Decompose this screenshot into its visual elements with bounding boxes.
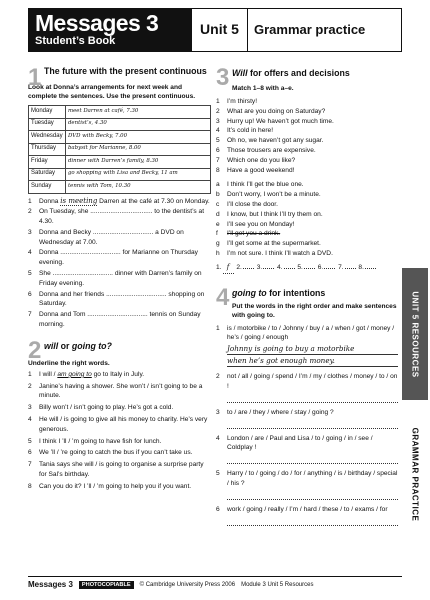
underlined-answer: am going to (57, 370, 92, 378)
question-1-7: 7 Donna and Tom ................................. tennis on Sunday morning. (28, 311, 201, 329)
question-2-1: 1 I will / am going to go to Italy in July. (28, 370, 145, 378)
instructions: Put the words in the right order and make sentences with going to. (232, 302, 397, 319)
question-2-2: 2 Janine’s having a shower. She won’t / isn’t going to be a minute. (28, 382, 203, 400)
question-1-3: 3 Donna and Becky ................................. a DVD on Wednesday at 7.00. (28, 228, 184, 246)
example-answer: is meeting (60, 196, 98, 205)
section-2-items (28, 370, 211, 492)
question-2-3: 3 Billy won’t / isn’t going to play. He’s got a cold. (28, 404, 174, 412)
question-1-2: 2 On Tuesday, she .................................. to the dentist’s at 4.30. (28, 208, 205, 226)
section-number: 4 (216, 283, 230, 311)
section-number: 2 (28, 336, 42, 364)
question-2-6: 6 We ’ll / ’re going to catch the bus if you can’t take us. (28, 449, 193, 457)
answer-key-line: 1. f 2. 3. 4. 5. 6. 7. 8. (216, 263, 398, 274)
section-number: 3 (216, 64, 230, 91)
section-number: 1 (28, 64, 42, 91)
answers-a-h: a I think I’ll get the blue one. b Don’t worry, I won’t be a minute. c I’ll close the door. d I know, but I think I’ll try them on. e I’ll see you on Monday! f I’ll get you a drink. g I’ll get some at the supermarket. h I’m not sure. I think I’ll watch a DVD. (216, 180, 398, 258)
answer-line[interactable] (227, 489, 398, 500)
struck-answer: I’ll get you a drink. (227, 230, 281, 238)
section-4-items: 1 is / motorbike / to / Johnny / buy / a / when / got / money / he’s / going / enough Johnny is going to buy a motorbike when he’s got enough money. 2 not / all / going / spend / I’m / my / clothes / money / to / on ! 3 to / are / they / where / stay / going ? 4 London / are / Paul and Lisa / to / going / in / see / Coldplay ! 5 Harry / to / going / do / for / anything / is / birthday / special / his ? 6 work / going / really / I’m / hard / these / to / exams / for (216, 324, 398, 526)
right-column (216, 66, 398, 526)
question-1-5: 5 She ................................. dinner with Darren’s family on Friday evening. (28, 270, 202, 287)
section-title: The future with the present continuous (44, 66, 207, 76)
answer-line[interactable] (227, 453, 398, 464)
footer-logo: Messages 3 (28, 580, 73, 589)
unit-label: Unit 5 (192, 9, 248, 51)
instructions: Underline the right words. (28, 359, 110, 367)
instructions: Look at Donna’s arrangements for next week and complete the sentences. Use the present continuous. (28, 84, 196, 100)
handwritten-answer: when he’s got enough money. (227, 355, 398, 367)
question-2-4: 4 He will / is going to give all his money to charity. He’s very generous. (28, 416, 208, 433)
handwritten-answer: Johnny is going to buy a motorbike (227, 343, 398, 355)
left-column (28, 66, 211, 492)
module-label: Module 3 Unit 5 Resources (241, 581, 314, 588)
answer-line[interactable] (227, 392, 398, 403)
question-1-4: 4 Donna ................................. for Marianne on Thursday evening. (28, 249, 198, 267)
page-footer (28, 576, 402, 589)
messages-logo: Messages 3 Student’s Book (29, 9, 192, 51)
question-2-8: 8 Can you do it? I ’ll / ’m going to help you if you want. (28, 482, 192, 490)
copyright: © Cambridge University Press 2006 (139, 581, 236, 588)
side-tab-unit-resources: UNIT 5 RESOURCES (402, 268, 428, 400)
section-2: 2 will or going to? Underline the right words. (28, 339, 211, 368)
section-4: 4 going to for intentions Put the words in the right order and make sentences with going to. (216, 283, 397, 319)
answer-line[interactable] (227, 515, 398, 526)
question-2-5: 5 I think I ’ll / ’m going to have fish for lunch. (28, 437, 162, 445)
question-1-6: 6 Donna and her friends ................................. shopping on Saturday. (28, 290, 205, 308)
side-tab-grammar-practice: GRAMMAR PRACTICE (410, 427, 420, 521)
arrangements-table: Monday meet Darren at café, 7.30 Tuesday dentist’s, 4.30 Wednesday DVD with Becky, 7.00 Thursday babysit for Marianne, 8.00 Friday dinner with Darren’s family, 8.30 Saturday go shopping with Lisa and Becky, 11 am Sunday tennis with Tom, 10.30 (28, 105, 211, 194)
page-title: Grammar practice (254, 22, 366, 37)
question-1-1: 1 Donna is meeting Darren at the café at 7.30 on Monday. (28, 196, 210, 205)
instructions: Match 1–8 with a–e. (232, 85, 294, 92)
photocopiable-badge: PHOTOCOPIABLE (79, 581, 134, 589)
questions-1-8: 1 I’m thirsty! 2 What are you doing on Saturday? 3 Hurry up! We haven’t got much time. 4 It’s cold in here! 5 Oh no, we haven’t got any sugar. 6 Those trousers are expensive. 7 Which one do you like? 8 Have a good weekend! (216, 98, 334, 174)
section-1 (28, 66, 211, 101)
answer-line[interactable] (227, 418, 398, 429)
page-header (28, 8, 402, 52)
question-2-7: 7 Tania says she will / is going to organise a surprise party for Sal’s birthday. (28, 461, 204, 479)
section-3: 3 Will for offers and decisions Match 1–8 with a–e. (216, 66, 398, 93)
